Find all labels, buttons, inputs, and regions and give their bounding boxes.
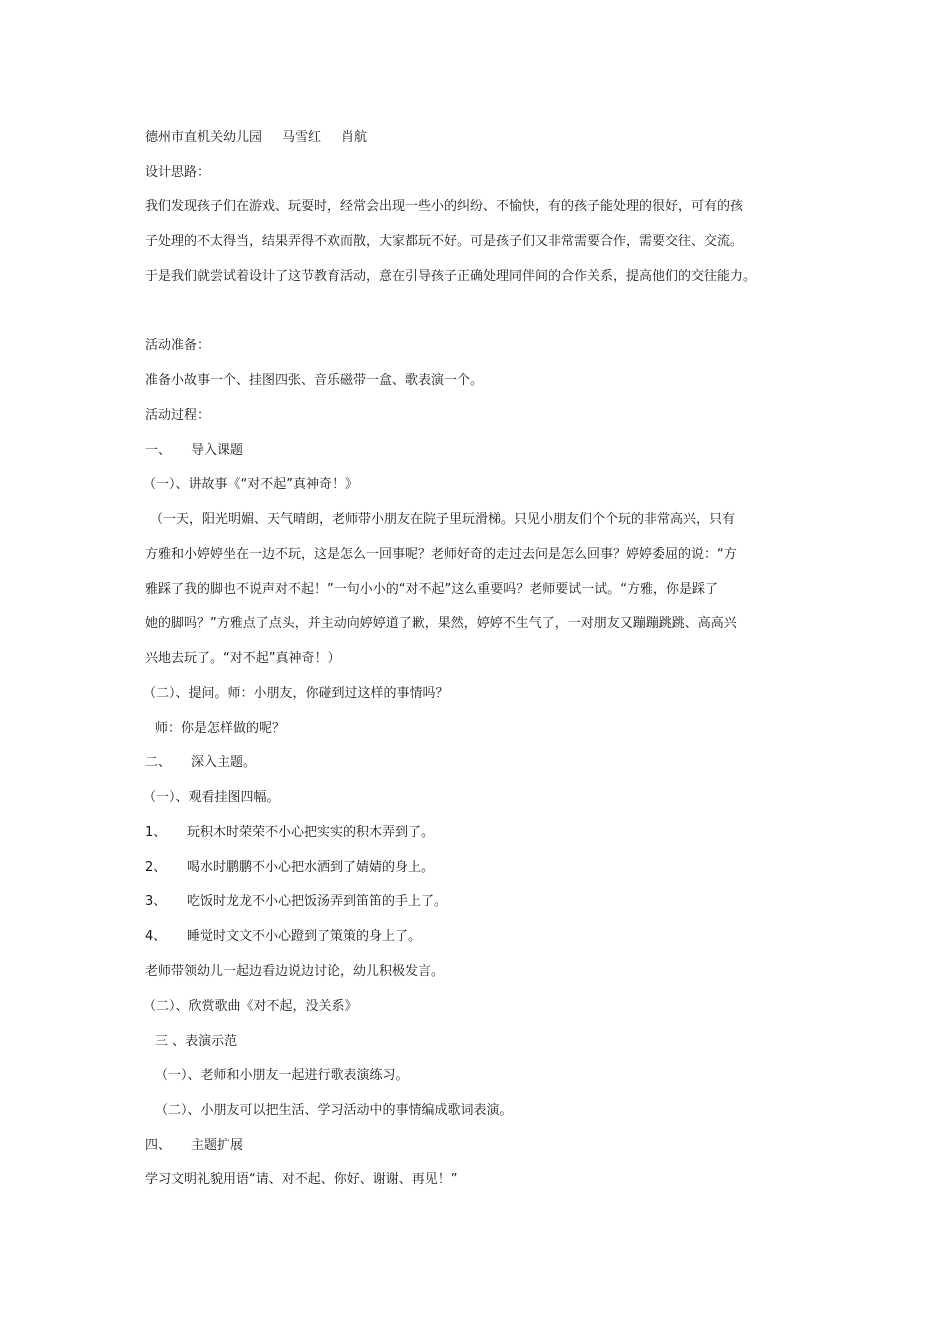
list-item [145,859,434,877]
paragraph-line: 学习文明礼貌用语“请、对不起、你好、谢谢、再见！” [145,1172,458,1187]
step-heading [145,1137,243,1155]
list-text: 睡觉时文文不小心蹬到了策策的身上了。 [187,929,422,944]
step-title: 主题扩展 [191,1138,244,1153]
sub-step: 师：你是怎样做的呢？ [155,721,286,736]
story-line: （一天，阳光明媚、天气晴朗，老师带小朋友在院子里玩滑梯。只见小朋友们个个玩的非常高兴，只有 [150,512,736,527]
author-name: 肖航 [341,130,368,145]
step-number: 四、 [145,1138,172,1153]
section-heading: 设计思路： [145,165,211,180]
sub-step: （一）、老师和小朋友一起进行歌表演练习。 [155,1068,409,1083]
list-item [145,824,434,842]
paragraph-line: 准备小故事一个、挂图四张、音乐磁带一盒、歌表演一个。 [145,373,484,388]
author-line [145,129,367,147]
paragraph-line: 老师带领幼儿一起边看边说边讨论，幼儿积极发言。 [145,964,445,979]
story-line: 雅踩了我的脚也不说声对不起！”一句小小的“对不起”这么重要吗？老师要试一试。“方雅，你是踩了 [145,582,718,597]
section-heading: 活动过程： [145,408,211,423]
step-heading: 三 、表演示范 [155,1034,238,1049]
kindergarten-name: 德州市直机关幼儿园 [145,130,263,145]
story-line: 方雅和小婷婷坐在一边不玩，这是怎么一回事呢？老师好奇的走过去问是怎么回事？婷婷委屈的说：“方 [145,547,737,562]
step-title: 深入主题。 [191,755,257,770]
list-text: 玩积木时荣荣不小心把实实的积木弄到了。 [187,825,435,840]
list-item [145,893,447,911]
story-line: 兴地去玩了。“对不起”真神奇！） [145,651,341,666]
list-text: 吃饭时龙龙不小心把饭汤弄到笛笛的手上了。 [187,894,448,909]
sub-step: （二）、提问。师：小朋友，你碰到过这样的事情吗？ [143,686,449,701]
list-number: 4、 [145,929,167,944]
step-heading [145,754,256,772]
list-item [145,928,421,946]
list-text: 喝水时鹏鹏不小心把水洒到了婧婧的身上。 [187,860,435,875]
step-number: 一、 [145,443,172,458]
author-name: 马雪红 [282,130,322,145]
list-number: 2、 [145,860,167,875]
list-number: 1、 [145,825,167,840]
paragraph-line: 子处理的不太得当，结果弄得不欢而散，大家都玩不好。可是孩子们又非常需要合作，需要交往、交流。 [145,234,744,249]
section-heading: 活动准备： [145,338,211,353]
sub-step: （一）、观看挂图四幅。 [143,790,280,805]
paragraph-line: 我们发现孩子们在游戏、玩耍时，经常会出现一些小的纠纷、不愉快，有的孩子能处理的很好，可有的孩 [145,199,744,214]
paragraph-line: 于是我们就尝试着设计了这节教育活动，意在引导孩子正确处理同伴间的合作关系，提高他们的交往能力。 [145,269,757,284]
sub-step: （二）、欣赏歌曲《对不起，没关系》 [143,999,358,1014]
step-heading [145,442,243,460]
sub-step: （一）、讲故事《“对不起”真神奇！》 [143,477,358,492]
story-line: 她的脚吗？”方雅点了点头，并主动向婷婷道了歉，果然，婷婷不生气了，一对朋友又蹦蹦跳跳、高高兴 [145,616,737,631]
step-number: 二、 [145,755,172,770]
step-title: 导入课题 [191,443,244,458]
sub-step: （二）、小朋友可以把生活、学习活动中的事情编成歌词表演。 [155,1103,513,1118]
list-number: 3、 [145,894,167,909]
